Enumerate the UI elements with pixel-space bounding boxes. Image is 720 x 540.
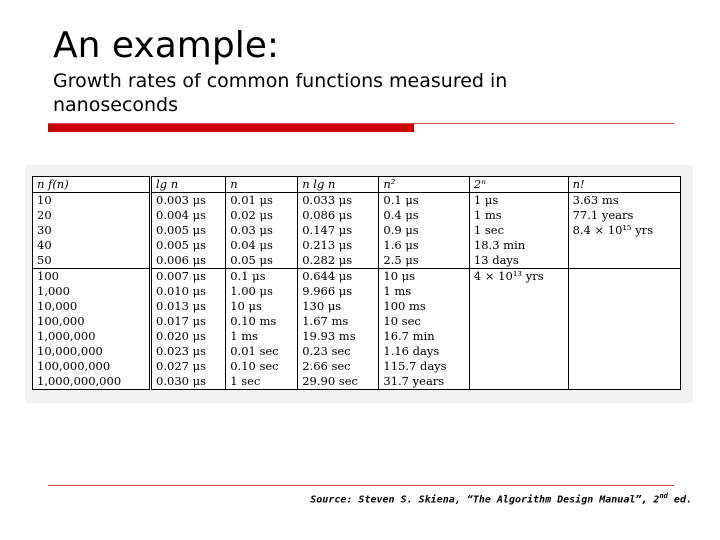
table-cell: 3.63 ms <box>568 193 680 209</box>
table-cell: 0.027 μs <box>151 359 226 374</box>
table-cell: 0.020 μs <box>151 329 226 344</box>
table-cell: 100 ms <box>379 299 470 314</box>
table-cell: 18.3 min <box>469 238 568 253</box>
source-text: Source: Steven S. Skiena, “The Algorithm Design Manual”, 2 <box>310 494 660 506</box>
table-cell: 1 ms <box>379 284 470 299</box>
table-cell <box>568 359 680 374</box>
table-cell: 10 sec <box>379 314 470 329</box>
column-header: lg n <box>151 177 226 193</box>
table-cell: 0.644 μs <box>298 269 379 285</box>
table-row <box>33 314 681 329</box>
table-cell: 0.05 μs <box>226 253 298 269</box>
table-cell: 0.213 μs <box>298 238 379 253</box>
table-cell <box>469 359 568 374</box>
table-cell: 1,000 <box>33 284 151 299</box>
growth-rate-table <box>32 176 681 390</box>
table-cell: 0.005 μs <box>151 223 226 238</box>
table-cell <box>568 269 680 285</box>
table-cell: 19.93 ms <box>298 329 379 344</box>
table-cell <box>568 344 680 359</box>
table-cell: 31.7 years <box>379 374 470 390</box>
table-cell: 0.030 μs <box>151 374 226 390</box>
table-cell: 2.66 sec <box>298 359 379 374</box>
column-header: n <box>226 177 298 193</box>
table-cell: 100,000 <box>33 314 151 329</box>
table-cell: 1.16 days <box>379 344 470 359</box>
source-text-end: ed. <box>667 494 692 506</box>
table-cell: 0.017 μs <box>151 314 226 329</box>
table-cell: 0.02 μs <box>226 208 298 223</box>
table-cell <box>469 329 568 344</box>
table-cell: 77.1 years <box>568 208 680 223</box>
table-cell: 2.5 μs <box>379 253 470 269</box>
table-cell: 1.67 ms <box>298 314 379 329</box>
table-row <box>33 284 681 299</box>
table-cell: 29.90 sec <box>298 374 379 390</box>
table-row <box>33 253 681 269</box>
table-cell: 0.006 μs <box>151 253 226 269</box>
table-cell: 10 <box>33 193 151 209</box>
table-row <box>33 223 681 238</box>
table-cell <box>469 344 568 359</box>
table-cell <box>568 314 680 329</box>
table-cell: 16.7 min <box>379 329 470 344</box>
table-cell: 1.00 μs <box>226 284 298 299</box>
table-cell <box>469 374 568 390</box>
slide-subtitle: Growth rates of common functions measured in nanoseconds <box>53 70 508 116</box>
footer-divider <box>48 485 674 486</box>
table-row <box>33 329 681 344</box>
table-cell: 0.013 μs <box>151 299 226 314</box>
table-cell: 0.1 μs <box>379 193 470 209</box>
table-cell: 10,000,000 <box>33 344 151 359</box>
table-cell: 1 sec <box>469 223 568 238</box>
table-cell <box>469 284 568 299</box>
title-divider-thick <box>48 124 414 132</box>
column-header: n f(n) <box>33 177 151 193</box>
table-cell: 10 μs <box>226 299 298 314</box>
table-cell: 4 × 10¹³ yrs <box>469 269 568 285</box>
table-cell: 0.04 μs <box>226 238 298 253</box>
table-cell: 10,000 <box>33 299 151 314</box>
table-row <box>33 299 681 314</box>
table-cell <box>568 253 680 269</box>
table-cell: 1.6 μs <box>379 238 470 253</box>
table-cell: 0.023 μs <box>151 344 226 359</box>
table-cell: 0.23 sec <box>298 344 379 359</box>
table-cell: 1 sec <box>226 374 298 390</box>
table-cell <box>469 314 568 329</box>
table-cell: 0.007 μs <box>151 269 226 285</box>
table-cell: 115.7 days <box>379 359 470 374</box>
table-cell: 1 ms <box>226 329 298 344</box>
column-header: 2ⁿ <box>469 177 568 193</box>
table-row <box>33 344 681 359</box>
source-superscript: nd <box>659 492 668 500</box>
table-cell: 0.1 μs <box>226 269 298 285</box>
table-cell: 0.01 μs <box>226 193 298 209</box>
table-cell: 8.4 × 10¹⁵ yrs <box>568 223 680 238</box>
table-cell <box>469 299 568 314</box>
table-cell: 1,000,000,000 <box>33 374 151 390</box>
table-cell: 100 <box>33 269 151 285</box>
table-cell: 0.4 μs <box>379 208 470 223</box>
table-cell: 0.282 μs <box>298 253 379 269</box>
column-header: n² <box>379 177 470 193</box>
table-cell: 13 days <box>469 253 568 269</box>
table-cell: 0.003 μs <box>151 193 226 209</box>
column-header: n! <box>568 177 680 193</box>
table-cell <box>568 299 680 314</box>
table-row <box>33 193 681 209</box>
table-cell <box>568 374 680 390</box>
table-cell: 1 ms <box>469 208 568 223</box>
table-cell: 10 μs <box>379 269 470 285</box>
table-row <box>33 374 681 390</box>
table-cell: 0.01 sec <box>226 344 298 359</box>
column-header: n lg n <box>298 177 379 193</box>
table-cell <box>568 329 680 344</box>
table-cell: 100,000,000 <box>33 359 151 374</box>
slide-title: An example: <box>53 25 279 66</box>
table-cell: 130 μs <box>298 299 379 314</box>
table-cell <box>568 238 680 253</box>
table-row <box>33 238 681 253</box>
table-cell: 0.004 μs <box>151 208 226 223</box>
table-cell: 0.10 ms <box>226 314 298 329</box>
table-cell: 30 <box>33 223 151 238</box>
table-row <box>33 359 681 374</box>
table-cell: 1 μs <box>469 193 568 209</box>
source-citation <box>310 492 692 505</box>
table-header-row <box>33 177 681 193</box>
table-cell: 20 <box>33 208 151 223</box>
table-cell: 0.010 μs <box>151 284 226 299</box>
table-cell: 0.9 μs <box>379 223 470 238</box>
table-cell: 40 <box>33 238 151 253</box>
table-cell: 50 <box>33 253 151 269</box>
table-cell: 9.966 μs <box>298 284 379 299</box>
table-row <box>33 208 681 223</box>
table-cell: 0.033 μs <box>298 193 379 209</box>
table-cell: 0.10 sec <box>226 359 298 374</box>
table-row <box>33 269 681 285</box>
table-cell <box>568 284 680 299</box>
table-cell: 0.086 μs <box>298 208 379 223</box>
table-cell: 1,000,000 <box>33 329 151 344</box>
table-cell: 0.005 μs <box>151 238 226 253</box>
table-cell: 0.03 μs <box>226 223 298 238</box>
table-cell: 0.147 μs <box>298 223 379 238</box>
